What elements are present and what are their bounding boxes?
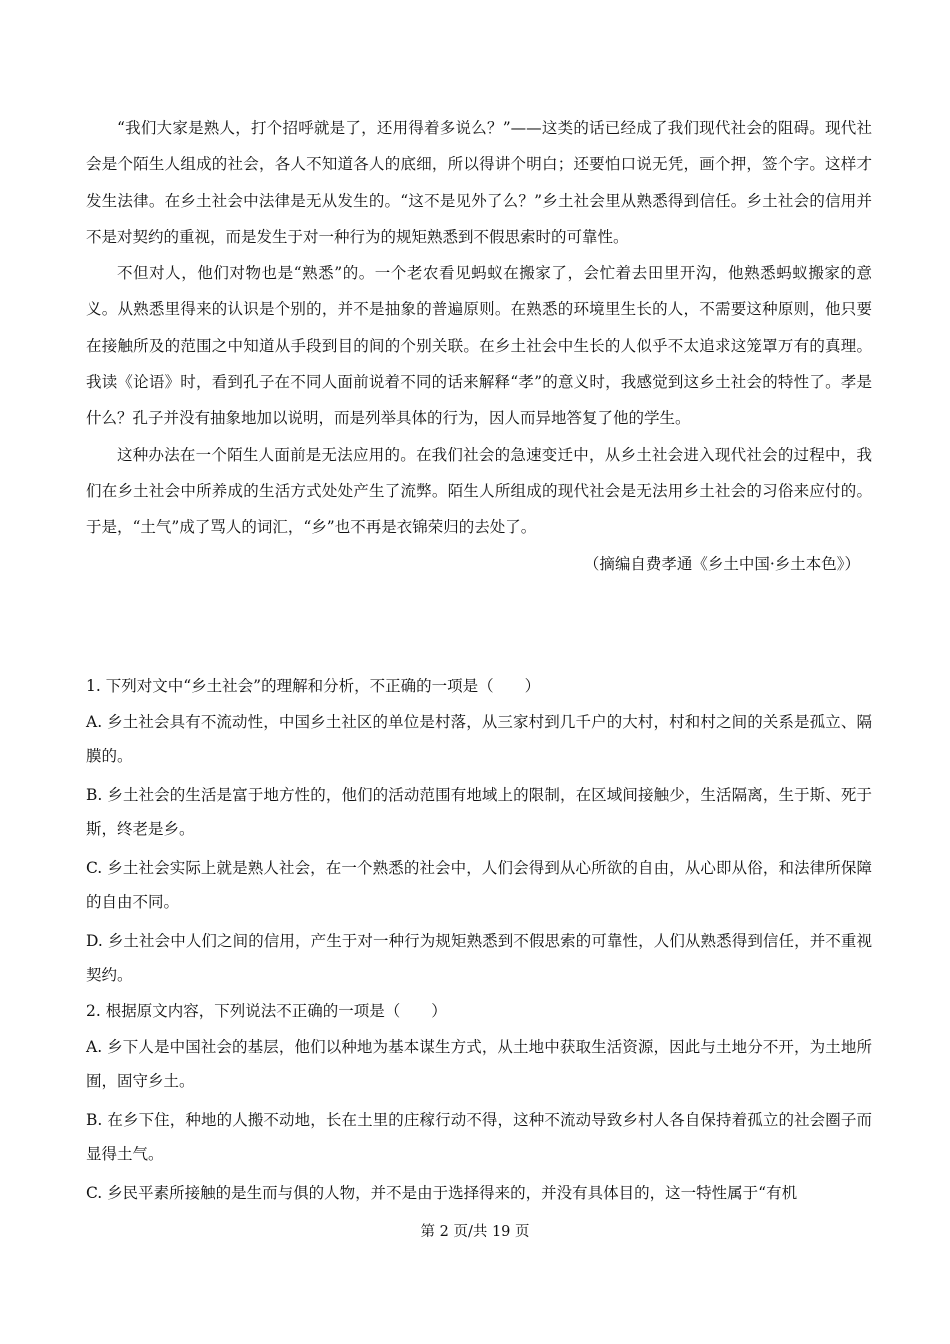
passage-source: （摘编自费孝通《乡土中国·乡土本色》） bbox=[583, 554, 860, 573]
option-c: C. 乡土社会实际上就是熟人社会，在一个熟悉的社会中，人们会得到从心所欲的自由，从心即从俗，和法律所保障的自由不同。 bbox=[86, 859, 872, 911]
option-a: A. 乡土社会具有不流动性，中国乡土社区的单位是村落，从三家村到几千户的大村，村和村之间的关系是孤立、隔膜的。 bbox=[86, 713, 872, 765]
passage-paragraph: 不但对人，他们对物也是“熟悉”的。一个老农看见蚂蚁在搬家了，会忙着去田里开沟，他熟悉蚂蚁搬家的意义。从熟悉里得来的认识是个别的，并不是抽象的普遍原则。在熟悉的环境里生长的人，不需要这种原则，他只要在接触所及的范围之中知道从手段到目的间的个别关联。在乡土社会中生长的人似乎不太追求这笼罩万有的真理。我读《论语》时，看到孔子在不同人面前说着不同的话来解释“孝”的意义时，我感觉到这乡土社会的特性了。孝是什么？孔子并没有抽象地加以说明，而是列举具体的行为，因人而异地答复了他的学生。 bbox=[86, 264, 872, 428]
reading-passage bbox=[86, 110, 872, 578]
option-a: A. 乡下人是中国社会的基层，他们以种地为基本谋生方式，从土地中获取生活资源，因此与土地分不开，为土地所囿，固守乡土。 bbox=[86, 1038, 872, 1090]
question-stem: 1. 下列对文中“乡土社会”的理解和分析，不正确的一项是（ ） bbox=[86, 677, 541, 695]
passage-paragraph: “我们大家是熟人，打个招呼就是了，还用得着多说么？”——这类的话已经成了我们现代社会的阻碍。现代社会是个陌生人组成的社会，各人不知道各人的底细，所以得讲个明白；还要怕口说无凭，画个押，签个字。这样才发生法律。在乡土社会中法律是无从发生的。“这不是见外了么？”乡土社会里从熟悉得到信任。乡土社会的信用并不是对契约的重视，而是发生于对一种行为的规矩熟悉到不假思索时的可靠性。 bbox=[86, 119, 872, 246]
question-list bbox=[86, 672, 872, 1215]
question-1 bbox=[86, 672, 872, 992]
option-b: B. 在乡下住，种地的人搬不动地，长在土里的庄稼行动不得，这种不流动导致乡村人各自保持着孤立的社会圈子而显得土气。 bbox=[86, 1111, 872, 1163]
page-number: 第 2 页/共 19 页 bbox=[420, 1224, 530, 1240]
question-stem: 2. 根据原文内容，下列说法不正确的一项是（ ） bbox=[86, 1002, 447, 1020]
passage-paragraph: 这种办法在一个陌生人面前是无法应用的。在我们社会的急速变迁中，从乡土社会进入现代社会的过程中，我们在乡土社会中所养成的生活方式处处产生了流弊。陌生人所组成的现代社会是无法用乡土社会的习俗来应付的。于是，“土气”成了骂人的词汇，“乡”也不再是衣锦荣归的去处了。 bbox=[86, 445, 872, 537]
question-2 bbox=[86, 997, 872, 1210]
option-d: D. 乡土社会中人们之间的信用，产生于对一种行为规矩熟悉到不假思索的可靠性，人们从熟悉得到信任，并不重视契约。 bbox=[86, 932, 872, 984]
option-c: C. 乡民平素所接触的是生而与俱的人物，并不是由于选择得来的，并没有具体目的，这一特性属于“有机 bbox=[86, 1184, 798, 1202]
option-b: B. 乡土社会的生活是富于地方性的，他们的活动范围有地域上的限制，在区域间接触少，生活隔离，生于斯、死于斯，终老是乡。 bbox=[86, 786, 872, 838]
